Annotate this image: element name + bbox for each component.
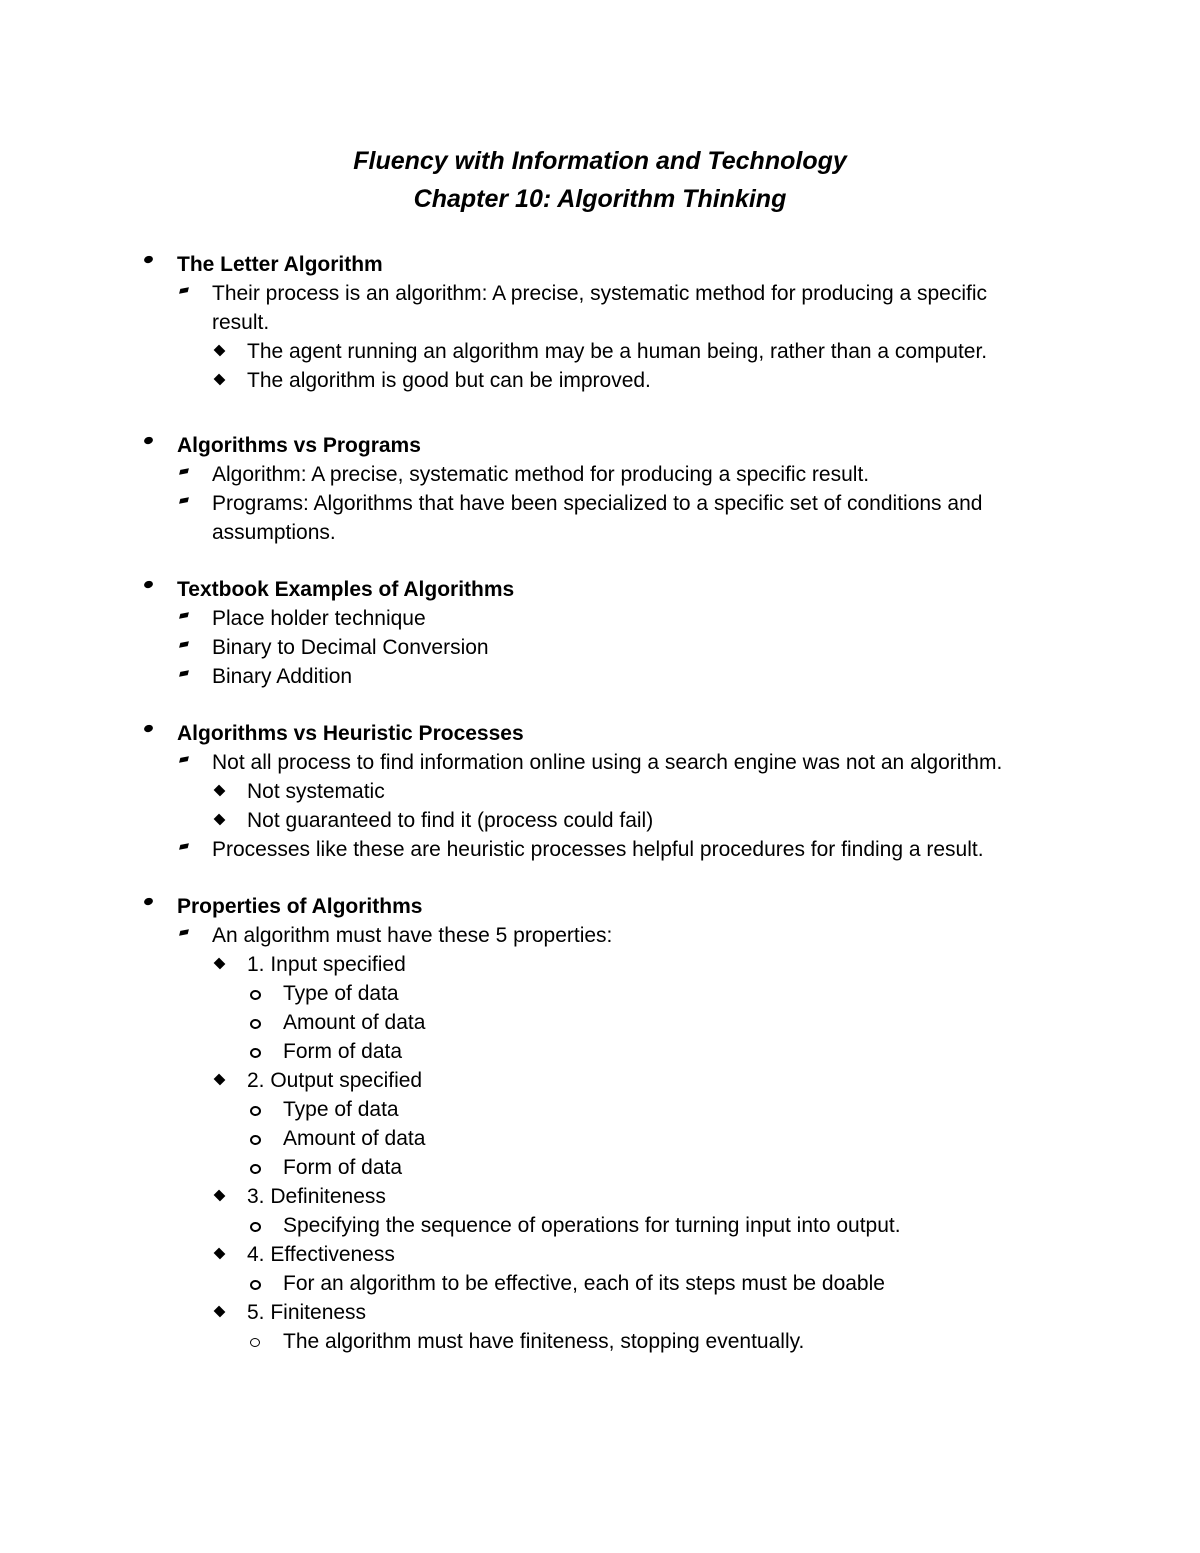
round-bullet-icon <box>140 431 156 460</box>
diamond-bullet-icon <box>212 1066 228 1095</box>
outline <box>0 250 1200 1384</box>
list-item: Binary to Decimal Conversion <box>0 633 1012 662</box>
property-item: 4. Effectiveness <box>0 1240 1200 1269</box>
list-item: Programs: Algorithms that have been specialized to a specific set of conditions and assumptions. <box>0 489 1012 547</box>
list-item: Place holder technique <box>0 604 1012 633</box>
property-detail: Type of data <box>0 1095 1200 1124</box>
square-bullet-icon <box>176 604 192 633</box>
section-textbook-examples <box>0 575 1200 691</box>
section-heading: The Letter Algorithm <box>0 250 1200 279</box>
property-detail: The algorithm must have finiteness, stopping eventually. <box>0 1327 1200 1356</box>
diamond-bullet-icon <box>212 366 228 395</box>
title-line-2: Chapter 10: Algorithm Thinking <box>413 185 787 213</box>
circle-bullet-icon <box>248 1124 264 1153</box>
property-item: 1. Input specified <box>0 950 1200 979</box>
section-heading: Textbook Examples of Algorithms <box>0 575 1200 604</box>
circle-bullet-icon <box>248 1211 264 1240</box>
property-item: 3. Definiteness <box>0 1182 1200 1211</box>
list-item: An algorithm must have these 5 properties: <box>0 921 1012 950</box>
section-properties <box>0 892 1200 1356</box>
sub-list-item: The agent running an algorithm may be a human being, rather than a computer. <box>0 337 1200 366</box>
circle-bullet-icon <box>248 1008 264 1037</box>
diamond-bullet-icon <box>212 806 228 835</box>
property-detail: Type of data <box>0 979 1200 1008</box>
section-heading: Algorithms vs Heuristic Processes <box>0 719 1200 748</box>
circle-bullet-icon <box>248 1153 264 1182</box>
sub-list-item: The algorithm is good but can be improved. <box>0 366 1200 395</box>
section-letter-algorithm <box>0 250 1200 395</box>
round-bullet-icon <box>140 892 156 921</box>
sub-list-item: Not systematic <box>0 777 1200 806</box>
list-item: Binary Addition <box>0 662 1012 691</box>
section-algorithms-vs-programs <box>0 431 1200 547</box>
round-bullet-icon <box>140 575 156 604</box>
diamond-bullet-icon <box>212 1182 228 1211</box>
section-heading: Algorithms vs Programs <box>0 431 1200 460</box>
list-item: Algorithm: A precise, systematic method for producing a specific result. <box>0 460 1012 489</box>
list-item: Not all process to find information online using a search engine was not an algorithm. <box>0 748 1012 777</box>
property-item: 2. Output specified <box>0 1066 1200 1095</box>
property-item: 5. Finiteness <box>0 1298 1200 1327</box>
diamond-bullet-icon <box>212 1298 228 1327</box>
square-bullet-icon <box>176 460 192 489</box>
section-heading: Properties of Algorithms <box>0 892 1200 921</box>
square-bullet-icon <box>176 489 192 518</box>
round-bullet-icon <box>140 250 156 279</box>
diamond-bullet-icon <box>212 777 228 806</box>
property-detail: For an algorithm to be effective, each of its steps must be doable <box>0 1269 1200 1298</box>
circle-bullet-icon <box>248 1095 264 1124</box>
circle-bullet-icon <box>248 1037 264 1066</box>
title-line-1: Fluency with Information and Technology <box>353 147 847 175</box>
property-detail: Amount of data <box>0 1008 1200 1037</box>
square-bullet-icon <box>176 921 192 950</box>
diamond-bullet-icon <box>212 950 228 979</box>
circle-bullet-icon <box>248 979 264 1008</box>
list-item: Processes like these are heuristic processes helpful procedures for finding a result. <box>0 835 1012 864</box>
square-bullet-icon <box>176 633 192 662</box>
document-title <box>0 142 1200 218</box>
section-heuristic-processes <box>0 719 1200 864</box>
circle-bullet-icon <box>248 1269 264 1298</box>
square-bullet-icon <box>176 748 192 777</box>
square-bullet-icon <box>176 835 192 864</box>
property-detail: Specifying the sequence of operations for turning input into output. <box>0 1211 1200 1240</box>
diamond-bullet-icon <box>212 337 228 366</box>
diamond-bullet-icon <box>212 1240 228 1269</box>
property-detail: Form of data <box>0 1153 1200 1182</box>
square-bullet-icon <box>176 662 192 691</box>
list-item: Their process is an algorithm: A precise, systematic method for producing a specific result. <box>0 279 1012 337</box>
property-detail: Amount of data <box>0 1124 1200 1153</box>
property-detail: Form of data <box>0 1037 1200 1066</box>
square-bullet-icon <box>176 279 192 308</box>
sub-list-item: Not guaranteed to find it (process could fail) <box>0 806 1200 835</box>
round-bullet-icon <box>140 719 156 748</box>
circle-bullet-icon <box>248 1327 264 1356</box>
